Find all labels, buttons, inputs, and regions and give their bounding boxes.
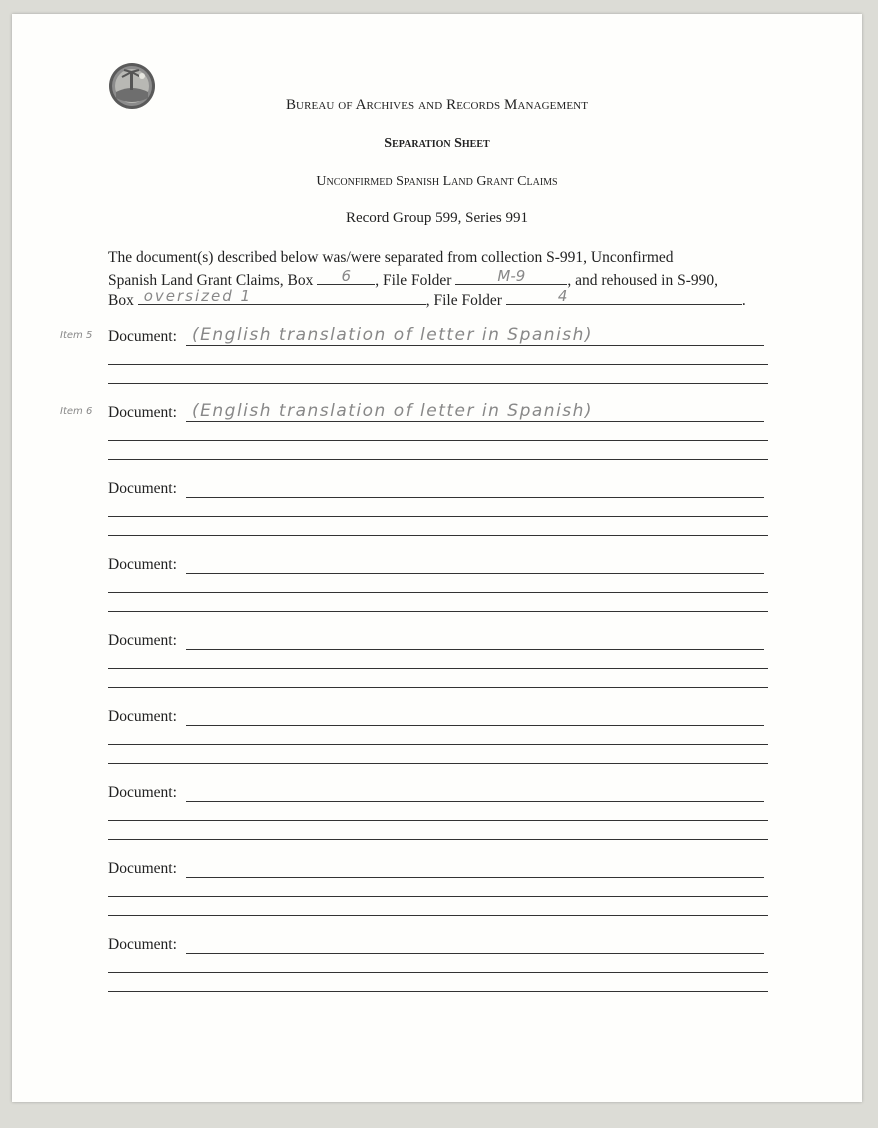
document-label: Document: (108, 556, 177, 573)
intro-line-2-folder-text: , File Folder (375, 272, 452, 289)
record-group: Record Group 599, Series 991 (345, 210, 529, 226)
document-entry (108, 706, 764, 726)
document-row (108, 402, 764, 422)
document-field[interactable] (186, 725, 764, 726)
document-field[interactable] (186, 953, 764, 954)
document-continuation-line[interactable] (108, 991, 768, 992)
rehoused-folder-field[interactable] (506, 288, 742, 305)
document-row (108, 630, 764, 650)
document-value: (English translation of letter in Spanish) (192, 401, 594, 421)
box-value: 6 (341, 267, 352, 285)
document-entry (108, 554, 764, 574)
document-label: Document: (108, 708, 177, 725)
document-field[interactable] (186, 497, 764, 498)
document-continuation-line[interactable] (108, 763, 768, 764)
document-field[interactable] (186, 877, 764, 878)
document-row (108, 554, 764, 574)
document-continuation-line[interactable] (108, 915, 768, 916)
document-continuation-line[interactable] (108, 839, 768, 840)
document-row (108, 478, 764, 498)
document-label: Document: (108, 480, 177, 497)
document-field[interactable] (186, 421, 764, 422)
item-margin-note: Item 5 (60, 330, 93, 341)
file-folder-field[interactable] (455, 268, 567, 285)
document-field[interactable] (186, 345, 764, 346)
document-continuation-line[interactable] (108, 364, 768, 365)
box-field[interactable] (317, 268, 375, 285)
document-continuation-line[interactable] (108, 592, 768, 593)
rehoused-box-value: oversized 1 (143, 287, 253, 305)
document-field[interactable] (186, 801, 764, 802)
document-value: (English translation of letter in Spanish) (192, 325, 594, 345)
document-continuation-line[interactable] (108, 687, 768, 688)
document-row (108, 706, 764, 726)
document-field[interactable] (186, 573, 764, 574)
intro-line-3-end: . (741, 292, 746, 309)
document-continuation-line[interactable] (108, 535, 768, 536)
document-continuation-line[interactable] (108, 516, 768, 517)
document-continuation-line[interactable] (108, 383, 768, 384)
document-field[interactable] (186, 649, 764, 650)
document-row (108, 858, 764, 878)
document-label: Document: (108, 328, 177, 345)
intro-line-3-text: Box (108, 292, 134, 309)
document-entry (108, 630, 764, 650)
separation-sheet-page (12, 14, 862, 1102)
collection-title: Unconfirmed Spanish Land Grant Claims (316, 174, 558, 189)
document-row (108, 782, 764, 802)
intro-line-1: The document(s) described below was/were separated from collection S-991, Unconfirmed (108, 249, 674, 266)
document-entry (60, 325, 764, 346)
document-continuation-line[interactable] (108, 440, 768, 441)
document-continuation-line[interactable] (108, 972, 768, 973)
intro-line-3 (108, 288, 768, 311)
agency-name: Bureau of Archives and Records Management (285, 97, 589, 113)
document-entry (60, 401, 764, 422)
intro-line-3-folder-text: , File Folder (425, 292, 502, 309)
document-label: Document: (108, 404, 177, 421)
rehoused-folder-value: 4 (557, 287, 568, 305)
document-entry (108, 478, 764, 498)
rehoused-box-field[interactable] (138, 288, 426, 305)
item-margin-note: Item 6 (60, 406, 93, 417)
intro-line-2-text: Spanish Land Grant Claims, Box (108, 272, 314, 289)
intro-line-2-rehoused-text: , and rehoused in S-990, (567, 272, 719, 289)
document-entry (108, 782, 764, 802)
document-label: Document: (108, 632, 177, 649)
document-entry (108, 934, 764, 954)
file-folder-value: M-9 (497, 267, 526, 285)
document-row (108, 326, 764, 346)
document-continuation-line[interactable] (108, 459, 768, 460)
document-label: Document: (108, 936, 177, 953)
document-label: Document: (108, 860, 177, 877)
document-row (108, 934, 764, 954)
page-title: Separation Sheet (384, 136, 490, 151)
document-continuation-line[interactable] (108, 744, 768, 745)
document-label: Document: (108, 784, 177, 801)
document-continuation-line[interactable] (108, 611, 768, 612)
document-continuation-line[interactable] (108, 668, 768, 669)
document-continuation-line[interactable] (108, 820, 768, 821)
document-continuation-line[interactable] (108, 896, 768, 897)
document-entry (108, 858, 764, 878)
